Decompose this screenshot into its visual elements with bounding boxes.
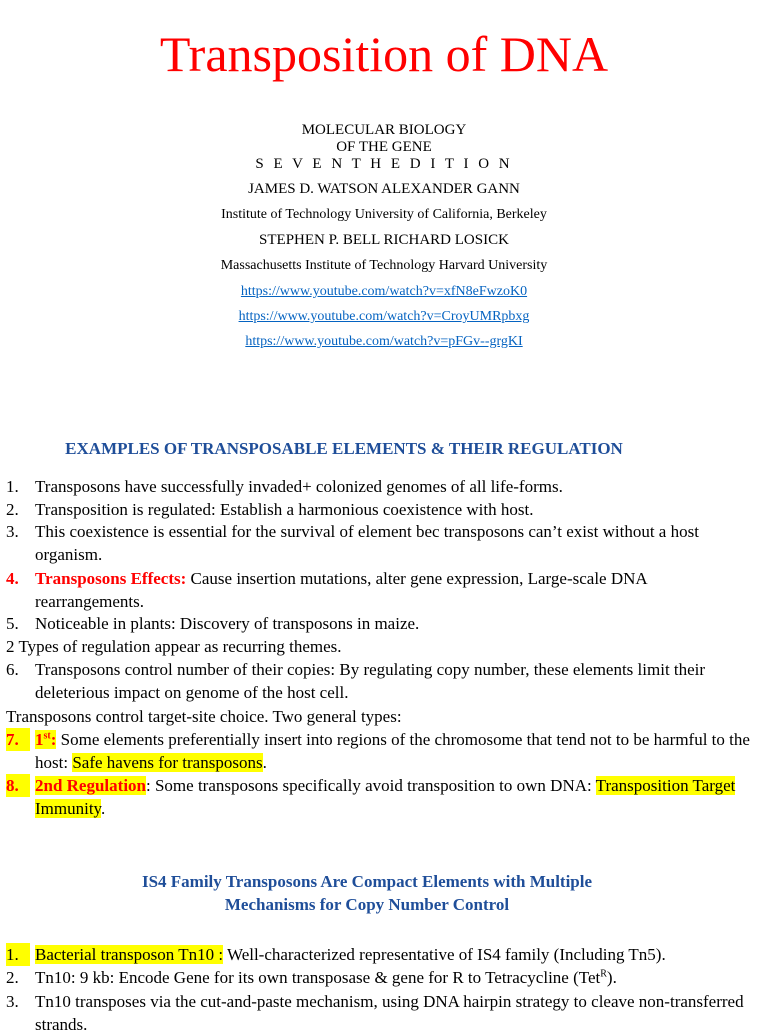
list-text: Noticeable in plants: Discovery of transposons in maize. — [35, 614, 420, 633]
book-title-line2: OF THE GENE — [336, 139, 432, 155]
second-regulation-label: 2nd Regulation — [35, 776, 146, 795]
section1-heading: EXAMPLES OF TRANSPOSABLE ELEMENTS & THEIR REGULATION — [65, 439, 623, 458]
paragraph-target-site: Transposons control target-site choice. Two general types: — [6, 707, 402, 726]
list-text: Transposons have successfully invaded+ colonized genomes of all life-forms. — [35, 477, 563, 496]
first-regulation-label: 1st: — [35, 730, 57, 749]
book-edition: S E V E N T H E D I T I O N — [255, 156, 513, 172]
list-number: 2. — [6, 500, 19, 519]
list-number: 4. — [6, 569, 19, 588]
list-number: 8. — [6, 774, 30, 797]
youtube-link-2[interactable]: https://www.youtube.com/watch?v=CroyUMRpbxg — [238, 309, 530, 324]
list-number: 3. — [6, 992, 19, 1011]
institution-line2: Massachusetts Institute of Technology Harvard University — [220, 258, 548, 273]
youtube-link-3[interactable]: https://www.youtube.com/watch?v=pFGv--grgKI — [245, 334, 523, 349]
institution-line1: Institute of Technology University of California, Berkeley — [221, 207, 547, 222]
list-text: Tn10: 9 kb: Encode Gene for its own transposase & gene for R to Tetracycline (Tet$^R$). — [35, 968, 617, 987]
highlight-safe-havens: Safe havens for transposons — [72, 753, 263, 772]
list-number: 1. — [6, 943, 30, 966]
list-number: 3. — [6, 522, 19, 541]
list-number: 5. — [6, 614, 19, 633]
list-text: 1st: Some elements preferentially insert into regions of the chromosome that tend not to be harmful to the host: Safe havens for transposons. — [35, 730, 750, 772]
authors-line2: STEPHEN P. BELL RICHARD LOSICK — [259, 232, 509, 248]
highlight-target-immunity: Transposition Target Immunity — [35, 776, 736, 818]
list-number: 6. — [6, 660, 19, 679]
youtube-link-1[interactable]: https://www.youtube.com/watch?v=xfN8eFwzoK0 — [240, 284, 528, 299]
list-text: This coexistence is essential for the survival of element bec transposons can’t exist without a host organism. — [35, 522, 699, 564]
paragraph-regulation-types: 2 Types of regulation appear as recurring themes. — [6, 637, 342, 656]
list-text: 2nd Regulation: Some transposons specifically avoid transposition to own DNA: Transposition Target Immunity. — [35, 776, 736, 818]
effects-label: Transposons Effects: — [35, 569, 187, 588]
list-text: Transposons control number of their copies: By regulating copy number, these elements limit their deleterious impact on genome of the host cell. — [35, 660, 706, 702]
list-text: Transposons Effects: Cause insertion mutations, alter gene expression, Large-scale DNA rearrangements. — [35, 569, 647, 611]
section2-heading-line1: IS4 Family Transposons Are Compact Elements with Multiple — [141, 872, 593, 891]
list-number: 7. — [6, 728, 30, 751]
document-title: Transposition of DNA — [159, 26, 609, 82]
list-number: 2. — [6, 968, 19, 987]
list-text: Transposition is regulated: Establish a harmonious coexistence with host. — [35, 500, 534, 519]
book-title-line1: MOLECULAR BIOLOGY — [301, 122, 467, 138]
authors-line1: JAMES D. WATSON ALEXANDER GANN — [248, 181, 520, 197]
section2-heading-line2: Mechanisms for Copy Number Control — [224, 895, 510, 914]
list-text: Tn10 transposes via the cut-and-paste mechanism, using DNA hairpin strategy to cleave non-transferred strands. — [35, 992, 744, 1034]
list-number: 1. — [6, 477, 19, 496]
highlight-tn10: Bacterial transposon Tn10 : — [35, 945, 224, 964]
list-text: Bacterial transposon Tn10 : Well-characterized representative of IS4 family (Including Tn5). — [35, 945, 666, 964]
